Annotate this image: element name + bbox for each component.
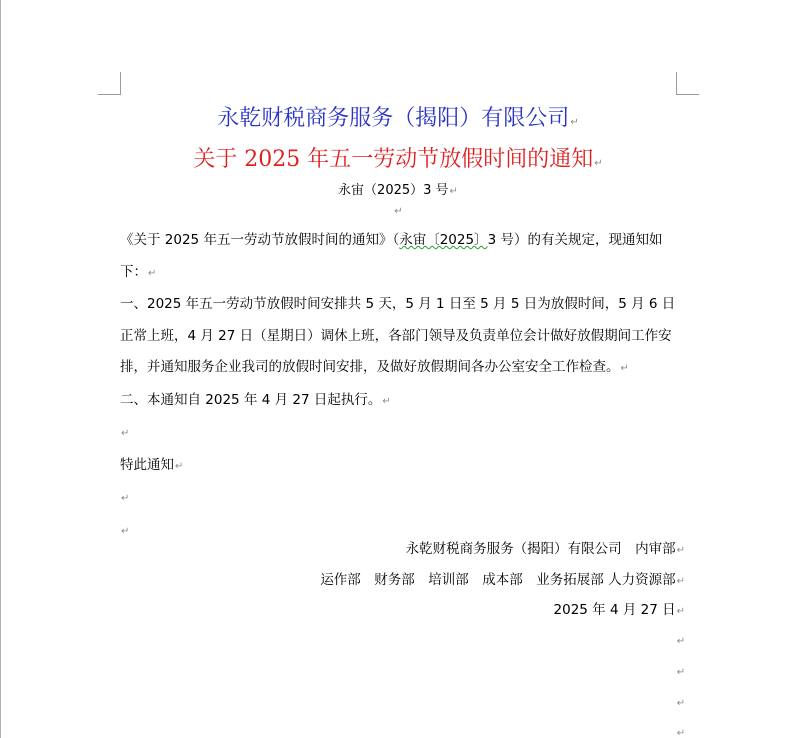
doc-number-text: 永宙（2025）3 号 [338,183,449,198]
paragraph-mark-icon[interactable]: ↵ [676,667,686,678]
item-2-text: 二、本通知自 2025 年 4 月 27 日起执行。 [120,391,382,408]
paragraph-mark-icon[interactable]: ↵ [676,698,686,709]
item-2-paragraph[interactable] [120,385,686,418]
paragraph-mark-icon [594,158,602,169]
signature-company-text: 永乾财税商务服务（揭阳）有限公司 内审部 [405,541,676,557]
signature-company[interactable] [406,534,685,566]
paragraph-mark-icon [121,493,129,504]
signature-date[interactable] [554,595,685,627]
company-title-text: 永乾财税商务服务（揭阳）有限公司 [217,106,570,131]
paragraph-mark-icon [148,268,156,279]
empty-paragraph[interactable] [120,201,676,222]
paragraph-mark-icon [677,576,685,587]
paragraph-mark-icon [677,545,685,556]
paragraph-mark-icon[interactable]: ↵ [676,728,686,738]
item-1-paragraph[interactable] [120,289,686,385]
paragraph-mark-icon [121,526,129,537]
page-left-edge [0,0,1,738]
closing-paragraph[interactable] [120,450,686,483]
doc-number[interactable] [120,180,676,203]
item-1-text: 一、2025 年五一劳动节放假时间安排共 5 天，5 月 1 日至 5 月 5 日为放假时间，5 月 6 日正常上班，4 月 27 日（星期日）调休上班，各部门领导及负责单位会计做好放假期间工作安排，并通知服务企业我司的放假时间安排，及做好放假期间各办公室安全工作检查。 [120,296,676,375]
intro-paragraph[interactable] [120,225,686,289]
intro-suffix: 3 号）的有关规定，现通知如下： [120,232,663,280]
paragraph-mark-icon [394,206,402,217]
paragraph-mark-icon[interactable]: ↵ [676,636,686,647]
notice-title[interactable] [120,143,676,181]
paragraph-mark-icon [677,606,685,617]
paragraph-mark-icon [382,396,390,407]
empty-paragraph[interactable] [120,482,686,515]
document-body[interactable] [120,225,686,547]
crop-mark-top-right [676,72,699,95]
paragraph-mark-icon [450,186,458,197]
intro-prefix: 《关于 2025 年五一劳动节放假时间的通知》（ [120,232,400,248]
intro-wavy-text: 永宙〔2025〕 [399,232,488,248]
notice-title-text: 关于 2025 年五一劳动节放假时间的通知 [193,147,594,172]
empty-paragraph[interactable] [120,417,686,450]
signature-departments[interactable] [320,565,685,597]
paragraph-mark-icon [121,428,129,439]
closing-text: 特此通知 [120,456,174,473]
company-title[interactable] [120,102,676,140]
crop-mark-top-left [98,72,121,95]
paragraph-mark-icon [175,461,183,472]
signature-departments-text: 运作部 财务部 培训部 成本部 业务拓展部 人力资源部 [320,572,676,588]
paragraph-mark-icon [621,363,629,374]
paragraph-mark-icon [570,117,578,128]
signature-date-text: 2025 年 4 月 27 日 [553,602,676,618]
